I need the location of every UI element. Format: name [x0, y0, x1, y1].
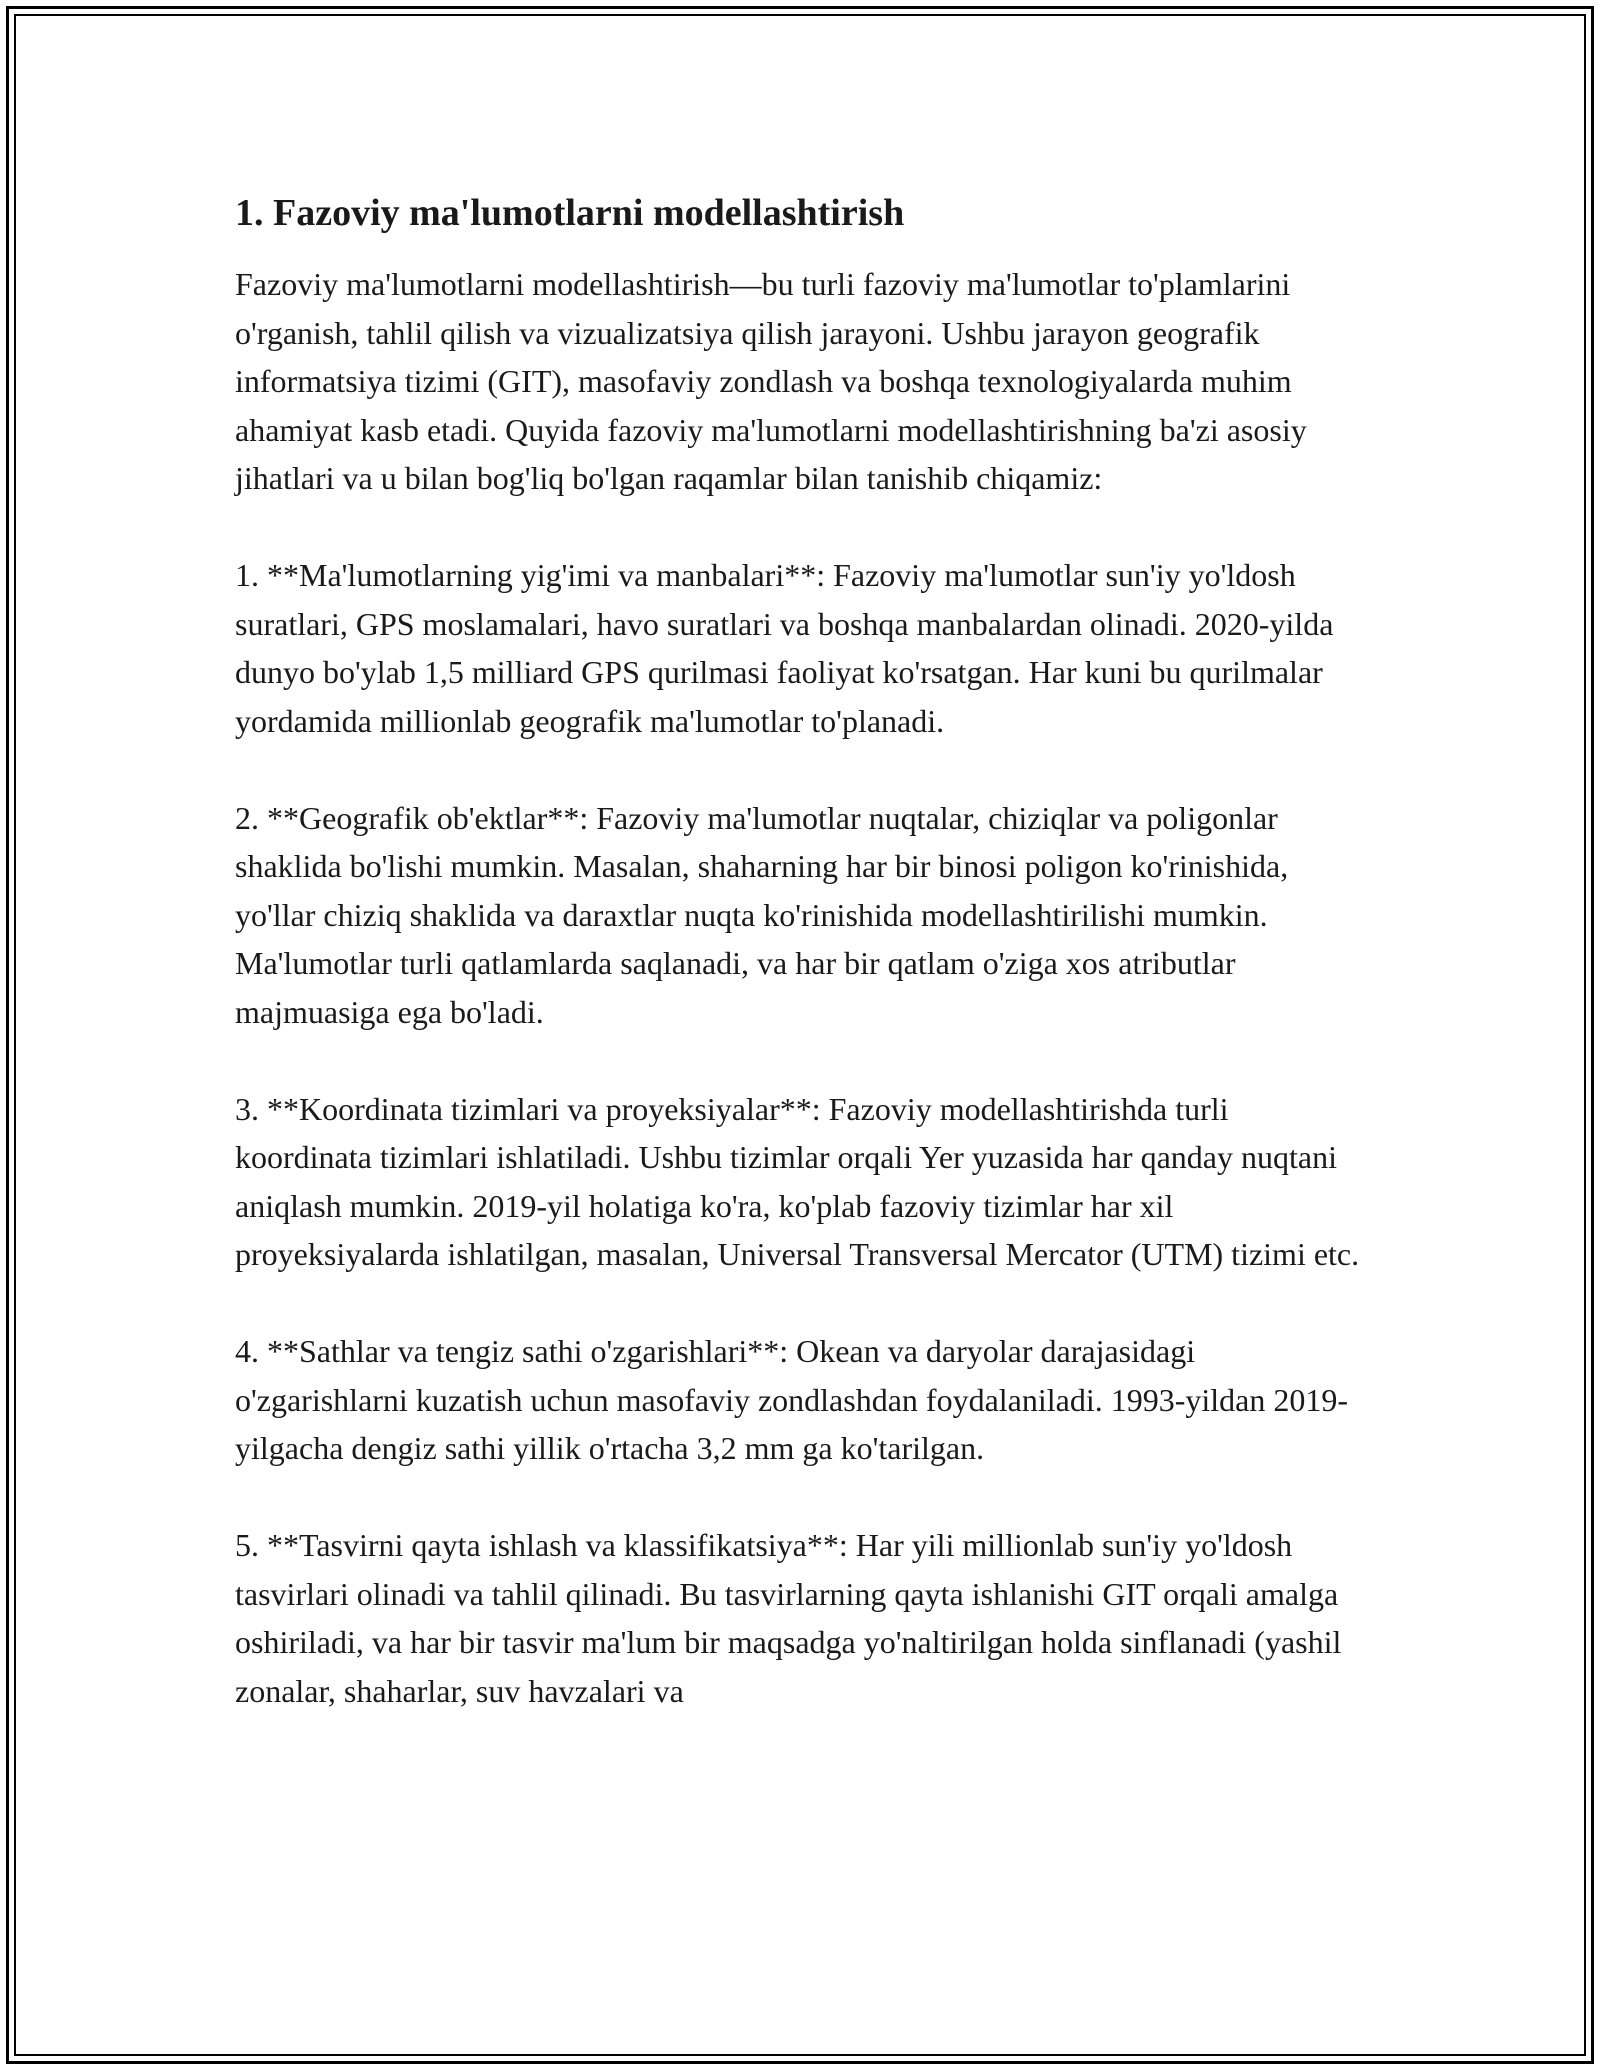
- paragraph-item-1: 1. **Ma'lumotlarning yig'imi va manbalari**: Fazoviy ma'lumotlar sun'iy yo'ldosh suratlari, GPS moslamalari, havo suratlari va boshqa manbalardan olinadi. 2020-yilda dunyo bo'ylab 1,5 milliard GPS qurilmasi faoliyat ko'rsatgan. Har kuni bu qurilmalar yordamida millionlab geografik ma'lumotlar to'planadi.: [235, 557, 1334, 739]
- paragraph-item-3: 3. **Koordinata tizimlari va proyeksiyalar**: Fazoviy modellashtirishda turli koordinata tizimlari ishlatiladi. Ushbu tizimlar orqali Yer yuzasida har qanday nuqtani aniqlash mumkin. 2019-yil holatiga ko'ra, ko'plab fazoviy tizimlar har xil proyeksiyalarda ishlatilgan, masalan, Universal Transversal Mercator (UTM) tizimi etc.: [235, 1090, 1360, 1272]
- document-title: 1. Fazoviy ma'lumotlarni modellashtirish: [235, 192, 905, 234]
- intro-paragraph: Fazoviy ma'lumotlarni modellashtirish—bu turli fazoviy ma'lumotlar to'plamlarini o'rganish, tahlil qilish va vizualizatsiya qilish jarayoni. Ushbu jarayon geografik informatsiya tizimi (GIT), masofaviy zondlash va boshqa texnologiyalarda muhim ahamiyat kasb etadi. Quyida fazoviy ma'lumotlarni modellashtirishning ba'zi asosiy jihatlari va u bilan bog'liq bo'lgan raqamlar bilan tanishib chiqamiz:: [235, 266, 1307, 496]
- document-body: [235, 188, 1365, 1764]
- paragraph-item-5: 5. **Tasvirni qayta ishlash va klassifikatsiya**: Har yili millionlab sun'iy yo'ldosh tasvirlari olinadi va tahlil qilinadi. Bu tasvirlarning qayta ishlanishi GIT orqali amalga oshiriladi, va har bir tasvir ma'lum bir maqsadga yo'naltirilgan holda sinflanadi (yashil zonalar, shaharlar, suv havzalari va: [235, 1527, 1342, 1709]
- paragraph-item-4: 4. **Sathlar va tengiz sathi o'zgarishlari**: Okean va daryolar darajasidagi o'zgarishlarni kuzatish uchun masofaviy zondlashdan foydalaniladi. 1993-yildan 2019-yilgacha dengiz sathi yillik o'rtacha 3,2 mm ga ko'tarilgan.: [235, 1333, 1349, 1466]
- paragraph-item-2: 2. **Geografik ob'ektlar**: Fazoviy ma'lumotlar nuqtalar, chiziqlar va poligonlar shaklida bo'lishi mumkin. Masalan, shaharning har bir binosi poligon ko'rinishida, yo'llar chiziq shaklida va daraxtlar nuqta ko'rinishida modellashtirilishi mumkin. Ma'lumotlar turli qatlamlarda saqlanadi, va har bir qatlam o'ziga xos atributlar majmuasiga ega bo'ladi.: [235, 799, 1289, 1030]
